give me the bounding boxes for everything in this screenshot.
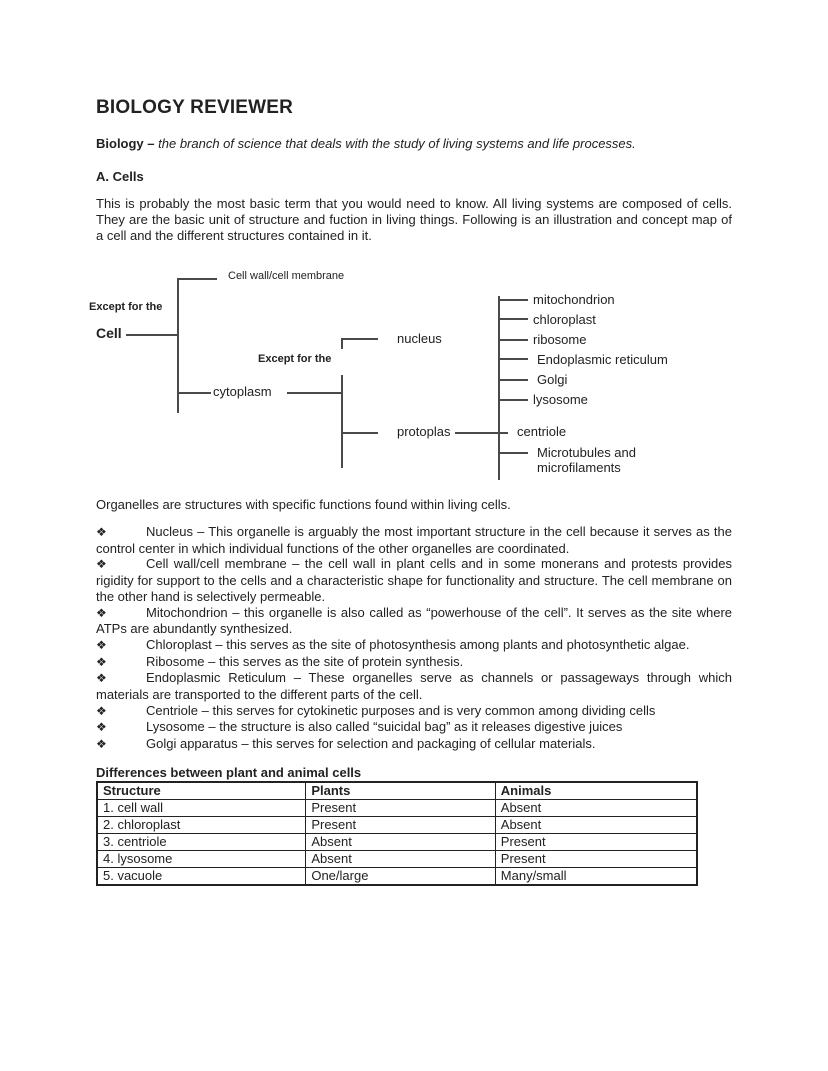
- bullet-item-centriole: [96, 703, 732, 720]
- bullet-icon: ❖: [96, 557, 107, 572]
- organelle-microtubules-line2: microfilaments: [537, 460, 621, 475]
- connector-line: [177, 278, 217, 280]
- cell-animals: Absent: [495, 800, 697, 817]
- cell-plants: Present: [306, 800, 495, 817]
- connector-line: [341, 338, 378, 340]
- bracket-line: [341, 375, 343, 468]
- cell-animals: Present: [495, 834, 697, 851]
- table-row: [97, 851, 697, 868]
- table-heading: Differences between plant and animal cells: [96, 765, 362, 780]
- except-label-1: Except for the: [89, 301, 163, 313]
- organelle-chloroplast: chloroplast: [533, 312, 596, 327]
- bullet-item-golgi: [96, 736, 732, 753]
- connector-stub: [341, 338, 343, 349]
- table-row: [97, 800, 697, 817]
- cell-plants: One/large: [306, 868, 495, 886]
- cell-plants: Present: [306, 817, 495, 834]
- diagram-root-cell: Cell: [96, 325, 122, 341]
- cell-plants: Absent: [306, 834, 495, 851]
- bullet-item-lysosome: [96, 719, 732, 736]
- tick-line: [498, 452, 528, 454]
- bullet-icon: ❖: [96, 654, 107, 669]
- page-title: BIOLOGY REVIEWER: [96, 97, 294, 118]
- column-header-structure: Structure: [97, 782, 306, 800]
- organelle-centriole: centriole: [517, 424, 567, 439]
- bullet-text: Chloroplast – this serves as the site of photosynthesis among plants and photosynthetic algae.: [146, 636, 690, 652]
- connector-line: [126, 334, 177, 336]
- bullet-icon: ❖: [96, 525, 107, 539]
- table-row: [97, 817, 697, 834]
- bullet-text: Nucleus – This organelle is arguably the most important structure in the cell because it serves as the control center in which individual functions of the other organelles are coordinated.: [96, 524, 732, 556]
- connector-line: [177, 392, 211, 394]
- cell-structure: 3. centriole: [97, 834, 306, 851]
- cell-concept-map: [0, 265, 828, 487]
- bullet-text: Centriole – this serves for cytokinetic purposes and is very common among dividing cells: [146, 702, 656, 718]
- connector-line: [455, 432, 508, 434]
- tick-line: [498, 339, 528, 341]
- organelle-mitochondrion: mitochondrion: [533, 292, 615, 307]
- except-label-2: Except for the: [258, 353, 332, 365]
- branch-cytoplasm-label: cytoplasm: [213, 384, 272, 399]
- bullet-icon: ❖: [96, 671, 107, 686]
- tick-line: [498, 379, 528, 381]
- branch-cell-wall-label: Cell wall/cell membrane: [228, 270, 345, 282]
- bullet-icon: ❖: [96, 637, 107, 652]
- branch-protoplasm-label: protoplas: [397, 424, 451, 439]
- bullet-text: Mitochondrion – this organelle is also called as “powerhouse of the cell”. It serves as the site where ATPs are abundantly synthesized.: [96, 604, 732, 637]
- organelle-lysosome: lysosome: [533, 392, 588, 407]
- column-header-animals: Animals: [495, 782, 697, 800]
- definition-text: the branch of science that deals with the study of living systems and life processes.: [158, 136, 636, 151]
- tick-line: [498, 318, 528, 320]
- organelle-ribosome: ribosome: [533, 332, 587, 347]
- bullet-item-mitochondrion: [96, 605, 732, 637]
- intro-paragraph: This is probably the most basic term that you would need to know. All living systems are composed of cells. They are the basic unit of structure and fuction in living things. Following is an illustration and concept map of a cell and the different structures contained in it.: [96, 196, 732, 243]
- bullet-text: Cell wall/cell membrane – the cell wall in plant cells and in some monerans and protests provides rigidity for support to the cells and a characteristic shape for functionality and structure. The cell membrane on the other hand is selectively permeable.: [96, 556, 732, 604]
- connector-line: [341, 432, 378, 434]
- table-row: [97, 834, 697, 851]
- bullet-text: Ribosome – this serves as the site of protein synthesis.: [146, 653, 464, 669]
- plant-animal-differences-table: [96, 781, 698, 886]
- table-row: [97, 868, 697, 886]
- bullet-item-ribosome: [96, 654, 732, 671]
- branch-nucleus-label: nucleus: [397, 331, 442, 346]
- bullet-item-nucleus: [96, 524, 732, 556]
- table-header-row: [97, 782, 697, 800]
- bullet-text: Golgi apparatus – this serves for selection and packaging of cellular materials.: [146, 736, 596, 752]
- bullet-icon: ❖: [96, 703, 107, 718]
- tick-line: [498, 299, 528, 301]
- organelle-endoplasmic-reticulum: Endoplasmic reticulum: [537, 352, 668, 367]
- cell-structure: 5. vacuole: [97, 868, 306, 886]
- bullet-item-chloroplast: [96, 637, 732, 654]
- section-heading-cells: A. Cells: [96, 169, 144, 184]
- bullet-item-cell-wall: [96, 556, 732, 604]
- organelle-microtubules-line1: Microtubules and: [537, 445, 636, 460]
- cell-animals: Many/small: [495, 868, 697, 886]
- column-header-plants: Plants: [306, 782, 495, 800]
- cell-structure: 2. chloroplast: [97, 817, 306, 834]
- organelles-intro: Organelles are structures with specific functions found within living cells.: [96, 497, 511, 512]
- cell-structure: 1. cell wall: [97, 800, 306, 817]
- bullet-text: Lysosome – the structure is also called “suicidal bag” as it releases digestive juices: [146, 719, 623, 735]
- bullet-icon: ❖: [96, 737, 107, 752]
- cell-structure: 4. lysosome: [97, 851, 306, 868]
- tick-line: [498, 399, 528, 401]
- cell-plants: Absent: [306, 851, 495, 868]
- cell-animals: Present: [495, 851, 697, 868]
- connector-line: [287, 392, 341, 394]
- bullet-icon: ❖: [96, 720, 107, 735]
- bullet-icon: ❖: [96, 605, 107, 620]
- bullet-item-endoplasmic-reticulum: [96, 670, 732, 702]
- biology-definition: [96, 136, 636, 151]
- definition-term: Biology –: [96, 136, 155, 151]
- organelle-bullet-list: [96, 524, 732, 753]
- organelle-golgi: Golgi: [537, 372, 568, 387]
- cell-animals: Absent: [495, 817, 697, 834]
- tick-line: [498, 358, 528, 360]
- bullet-text: Endoplasmic Reticulum – These organelles serve as channels or passageways through which materials are transported to the different parts of the cell.: [96, 670, 732, 703]
